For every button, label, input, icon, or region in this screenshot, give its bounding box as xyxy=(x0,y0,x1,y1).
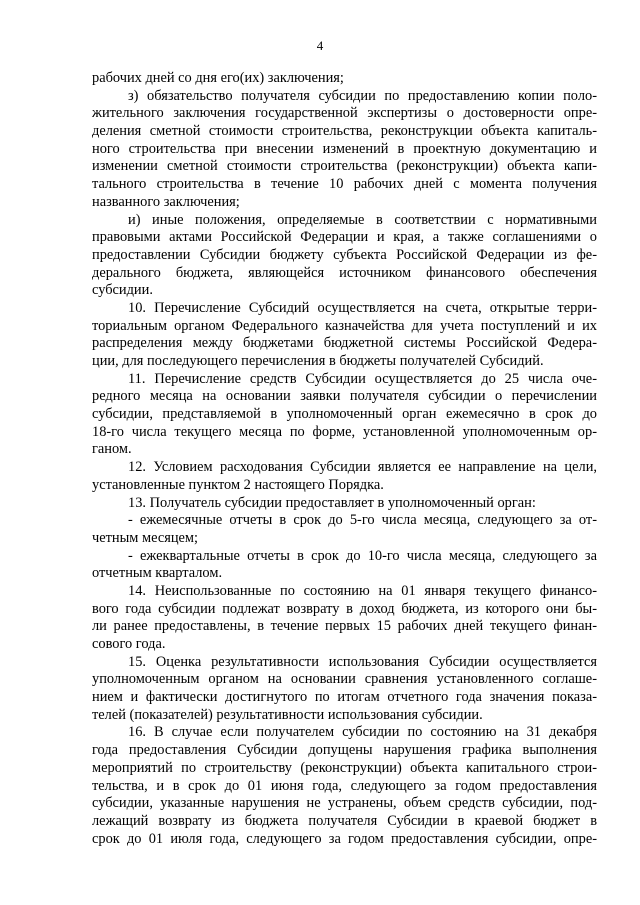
text-line: з) обязательство получателя субсидии по предоставлению копии поло- xyxy=(128,87,597,104)
text-line: 11. Перечисление средств Субсидии осуществляется до 25 числа оче- xyxy=(128,370,597,387)
text-line: года предоставления Субсидии допущены нарушения графика выполнения xyxy=(92,742,597,759)
text-line: ли ранее предоставлены, в течение первых 15 рабочих дней текущего финан- xyxy=(92,618,597,635)
text-line: 10. Перечисление Субсидий осуществляется на счета, открытые терри- xyxy=(128,299,597,316)
text-line: уполномоченным органом на основании сравнения установленного соглаше- xyxy=(92,671,597,688)
text-line: предоставлении Субсидии бюджету субъекта Российской Федерации из фе- xyxy=(92,246,597,263)
text-line: правовыми актами Российской Федерации и края, а также соглашениями о xyxy=(92,229,597,246)
text-line: 16. В случае если получателем субсидии по состоянию на 31 декабря xyxy=(128,724,597,741)
text-line: субсидии. xyxy=(92,282,153,299)
text-line: вого года субсидии подлежат возврату в доход бюджета, из которого они бы- xyxy=(92,600,597,617)
text-line: редного месяца на основании заявки получателя субсидии о перечислении xyxy=(92,388,597,405)
text-line: жительного заключения государственной экспертизы о достоверности опре- xyxy=(92,105,597,122)
text-line: сового года. xyxy=(92,636,166,652)
text-line: срок до 01 июля года, следующего за годом предоставления субсидии, опре- xyxy=(92,830,597,847)
page-number: 4 xyxy=(316,38,324,53)
text-line: деления сметной стоимости строительства, реконструкции объекта капиталь- xyxy=(92,123,597,140)
text-line: отчетным кварталом. xyxy=(92,565,223,582)
text-line: - ежемесячные отчеты в срок до 5-го числа месяца, следующего за от- xyxy=(128,512,597,529)
text-line: ториальным органом Федерального казначейства для учета поступлений и их xyxy=(92,317,597,334)
text-line: телей (показателей) результативности использования субсидии. xyxy=(92,706,483,723)
text-line: 15. Оценка результативности использования Субсидии осуществляется xyxy=(128,653,597,670)
text-line: субсидии, указанные нарушения не устранены, объем средств субсидии, под- xyxy=(92,795,597,812)
text-line: 14. Неиспользованные по состоянию на 01 января текущего финансо- xyxy=(128,582,597,599)
text-line: 18-го числа текущего месяца по форме, установленной уполномоченным ор- xyxy=(92,423,597,440)
text-line: распределения между бюджетами бюджетной системы Российской Федера- xyxy=(92,335,597,352)
text-line: изменении сметной стоимости строительства (реконструкции) объекта капи- xyxy=(92,158,597,175)
text-line: лежащий возврату из бюджета получателя Субсидии в краевой бюджет в xyxy=(92,812,597,829)
text-line: дерального бюджета, являющейся источником финансового обеспечения xyxy=(92,264,597,281)
text-line: и) иные положения, определяемые в соответствии с нормативными xyxy=(128,211,597,228)
text-line: субсидии, представляемой в уполномоченный орган ежемесячно в срок до xyxy=(92,406,597,423)
text-line: установленные пунктом 2 настоящего Порядка. xyxy=(92,476,384,493)
text-line: 13. Получатель субсидии предоставляет в уполномоченный орган: xyxy=(128,494,536,511)
text-line: названного заключения; xyxy=(92,193,240,210)
text-line: четным месяцем; xyxy=(92,529,199,546)
text-line: нием и фактически достигнутого по итогам отчетного года значения показа- xyxy=(92,689,597,706)
text-line: ции, для последующего перечисления в бюджеты получателей Субсидий. xyxy=(92,353,544,369)
text-line: - ежеквартальные отчеты в срок до 10-го числа месяца, следующего за xyxy=(128,547,597,564)
text-line: ного строительства при внесении изменений в проектную документацию и xyxy=(92,140,597,157)
text-line: 12. Условием расходования Субсидии является ее направление на цели, xyxy=(128,459,597,476)
document-body xyxy=(92,70,597,848)
text-line: тельства, и в срок до 01 июня года, следующего за годом предоставления xyxy=(92,777,597,794)
text-line: рабочих дней со дня его(их) заключения; xyxy=(92,70,344,86)
text-line: тального строительства в течение 10 рабочих дней с момента получения xyxy=(92,176,597,193)
text-line: мероприятий по строительству (реконструкции) объекта капитального строи- xyxy=(92,759,597,776)
text-line: ганом. xyxy=(92,441,132,458)
